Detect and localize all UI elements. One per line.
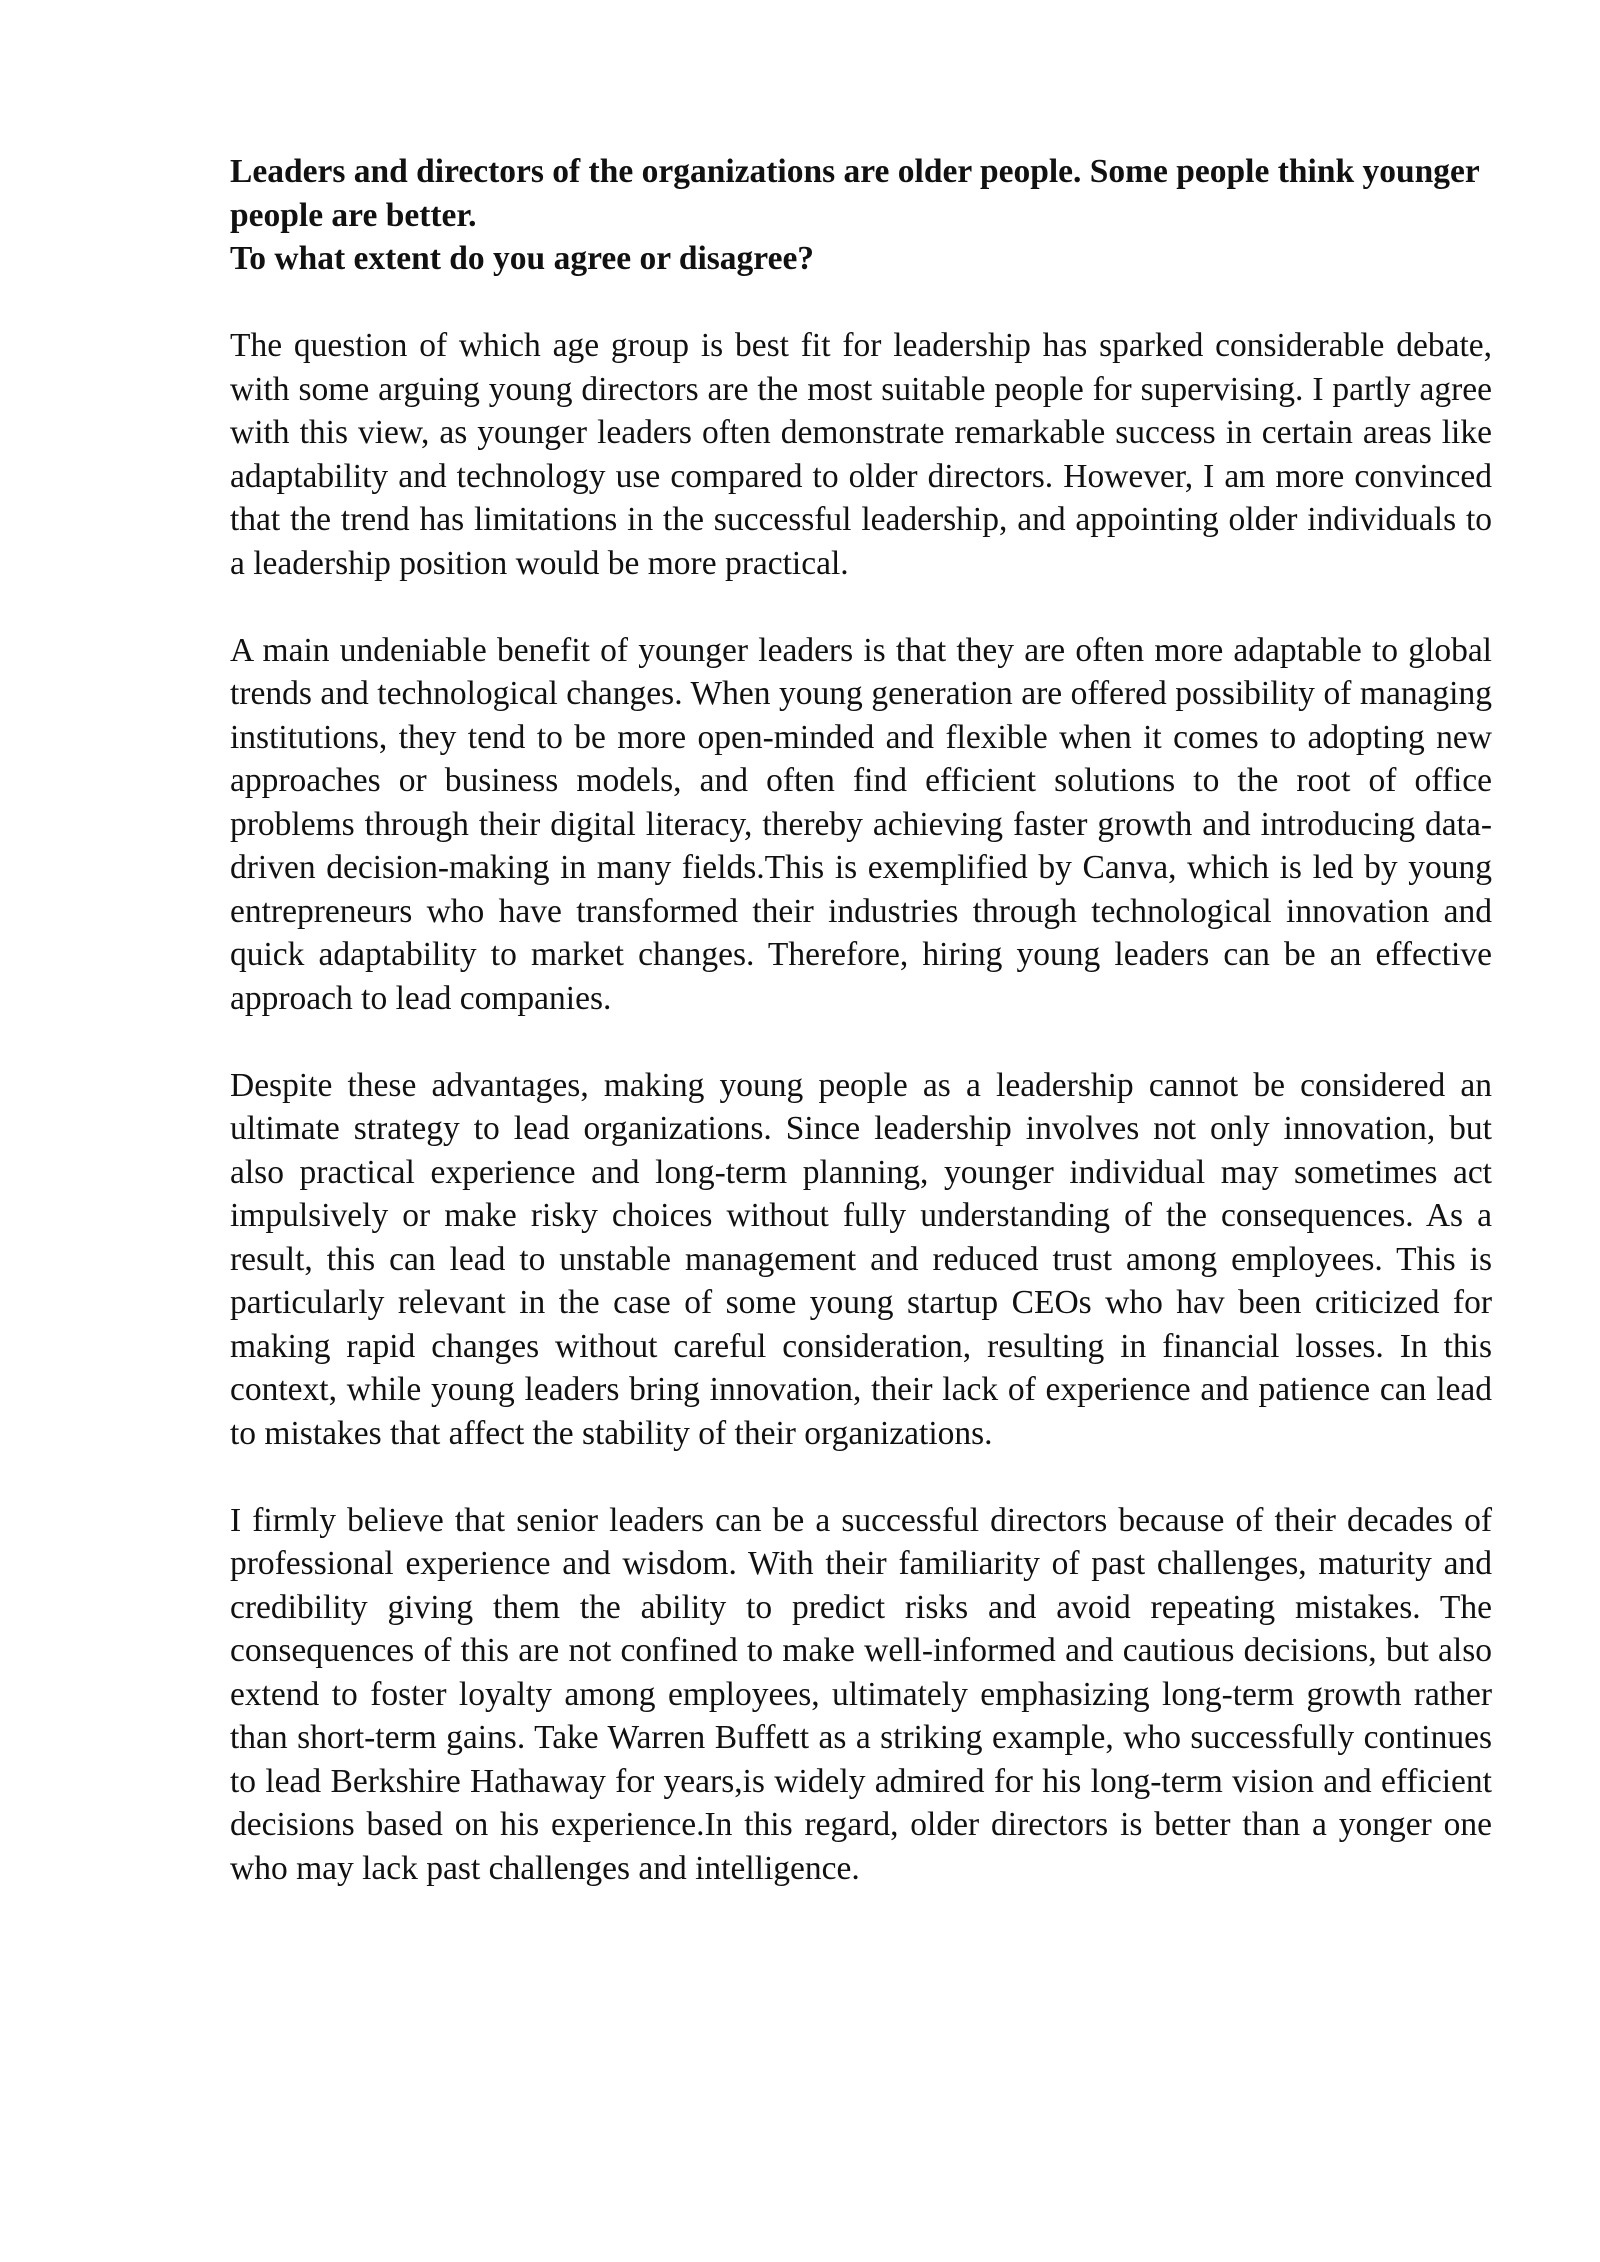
- prompt-question: To what extent do you agree or disagree?: [230, 240, 815, 277]
- paragraph-body-1: A main undeniable benefit of younger leaders is that they are often more adaptable to global trends and technological changes. When young generation are offered possibility of managing institutions, they tend to be more open-minded and flexible when it comes to adopting new approaches or business models, and often find efficient solutions to the root of office problems through their digital literacy, thereby achieving faster growth and introducing data-driven decision-making in many fields.This is exemplified by Canva, which is led by young entrepreneurs who have transformed their industries through technological innovation and quick adaptability to market changes. Therefore, hiring young leaders can be an effective approach to lead companies.: [230, 631, 1492, 1017]
- paragraph-body-3: I firmly believe that senior leaders can be a successful directors because of their decades of professional experience and wisdom. With their familiarity of past challenges, maturity and credibility giving them the ability to predict risks and avoid repeating mistakes. The consequences of this are not confined to make well-informed and cautious decisions, but also extend to foster loyalty among employees, ultimately emphasizing long-term growth rather than short-term gains. Take Warren Buffett as a striking example, who successfully continues to lead Berkshire Hathaway for years,is widely admired for his long-term vision and efficient decisions based on his experience.In this regard, older directors is better than a yonger one who may lack past challenges and intelligence.: [230, 1501, 1492, 1887]
- essay-content: [230, 150, 1492, 1890]
- paragraph-body-2: Despite these advantages, making young people as a leadership cannot be considered an ultimate strategy to lead organizations. Since leadership involves not only innovation, but also practical experience and long-term planning, younger individual may sometimes act impulsively or make risky choices without fully understanding of the consequences. As a result, this can lead to unstable management and reduced trust among employees. This is particularly relevant in the case of some young startup CEOs who hav been criticized for making rapid changes without careful consideration, resulting in financial losses. In this context, while young leaders bring innovation, their lack of experience and patience can lead to mistakes that affect the stability of their organizations.: [230, 1066, 1492, 1452]
- paragraph-introduction: The question of which age group is best fit for leadership has sparked considerable debate, with some arguing young directors are the most suitable people for supervising. I partly agree with this view, as younger leaders often demonstrate remarkable success in certain areas like adaptability and technology use compared to older directors. However, I am more convinced that the trend has limitations in the successful leadership, and appointing older individuals to a leadership position would be more practical.: [230, 327, 1492, 582]
- essay-prompt: [230, 150, 1492, 281]
- prompt-statement: Leaders and directors of the organizations are older people. Some people think younger people are better.: [230, 153, 1480, 234]
